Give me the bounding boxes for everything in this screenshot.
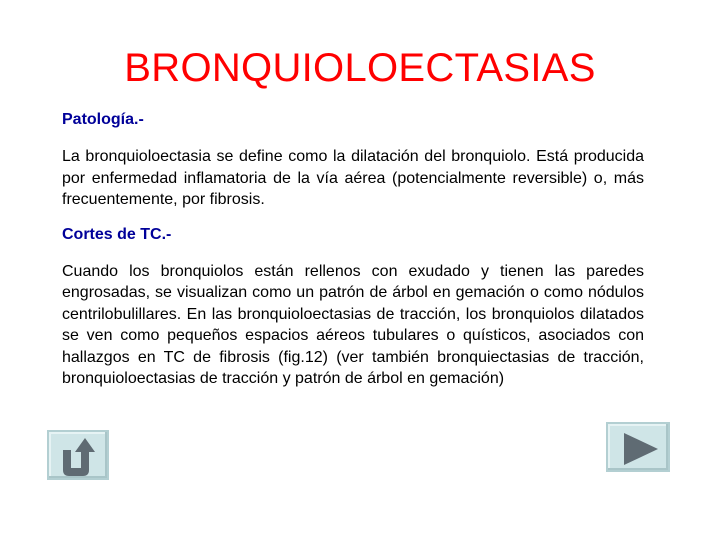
- content-body: [62, 110, 644, 390]
- return-arrow-icon: [49, 432, 111, 482]
- section-heading-pathology: Patología.-: [62, 111, 144, 128]
- back-button[interactable]: [47, 430, 109, 480]
- page-title: BRONQUIOLOECTASIAS: [124, 46, 596, 90]
- section-text-pathology: La bronquioloectasia se define como la dilatación del bronquiolo. Está producida por enfermedad inflamatoria de la vía aérea (potencialmente reversible) o, más frecuentemente, por fibrosis.: [62, 148, 644, 208]
- section-heading-ct: Cortes de TC.-: [62, 225, 172, 243]
- section-text-ct: Cuando los bronquiolos están rellenos con exudado y tienen las paredes engrosadas, se visualizan como un patrón de árbol en gemación o como nódulos centrilobulillares. En las bronquioloectasias de tracción, los bronquiolos dilatados se ven como pequeños espacios aéreos tubulares o quísticos, asociados con hallazgos en TC de fibrosis (fig.12) (ver también bronquiectasias de tracción, bronquioloectasias de tracción y patrón de árbol en gemación): [62, 262, 644, 387]
- play-triangle-icon: [608, 424, 672, 474]
- next-button[interactable]: [606, 422, 670, 472]
